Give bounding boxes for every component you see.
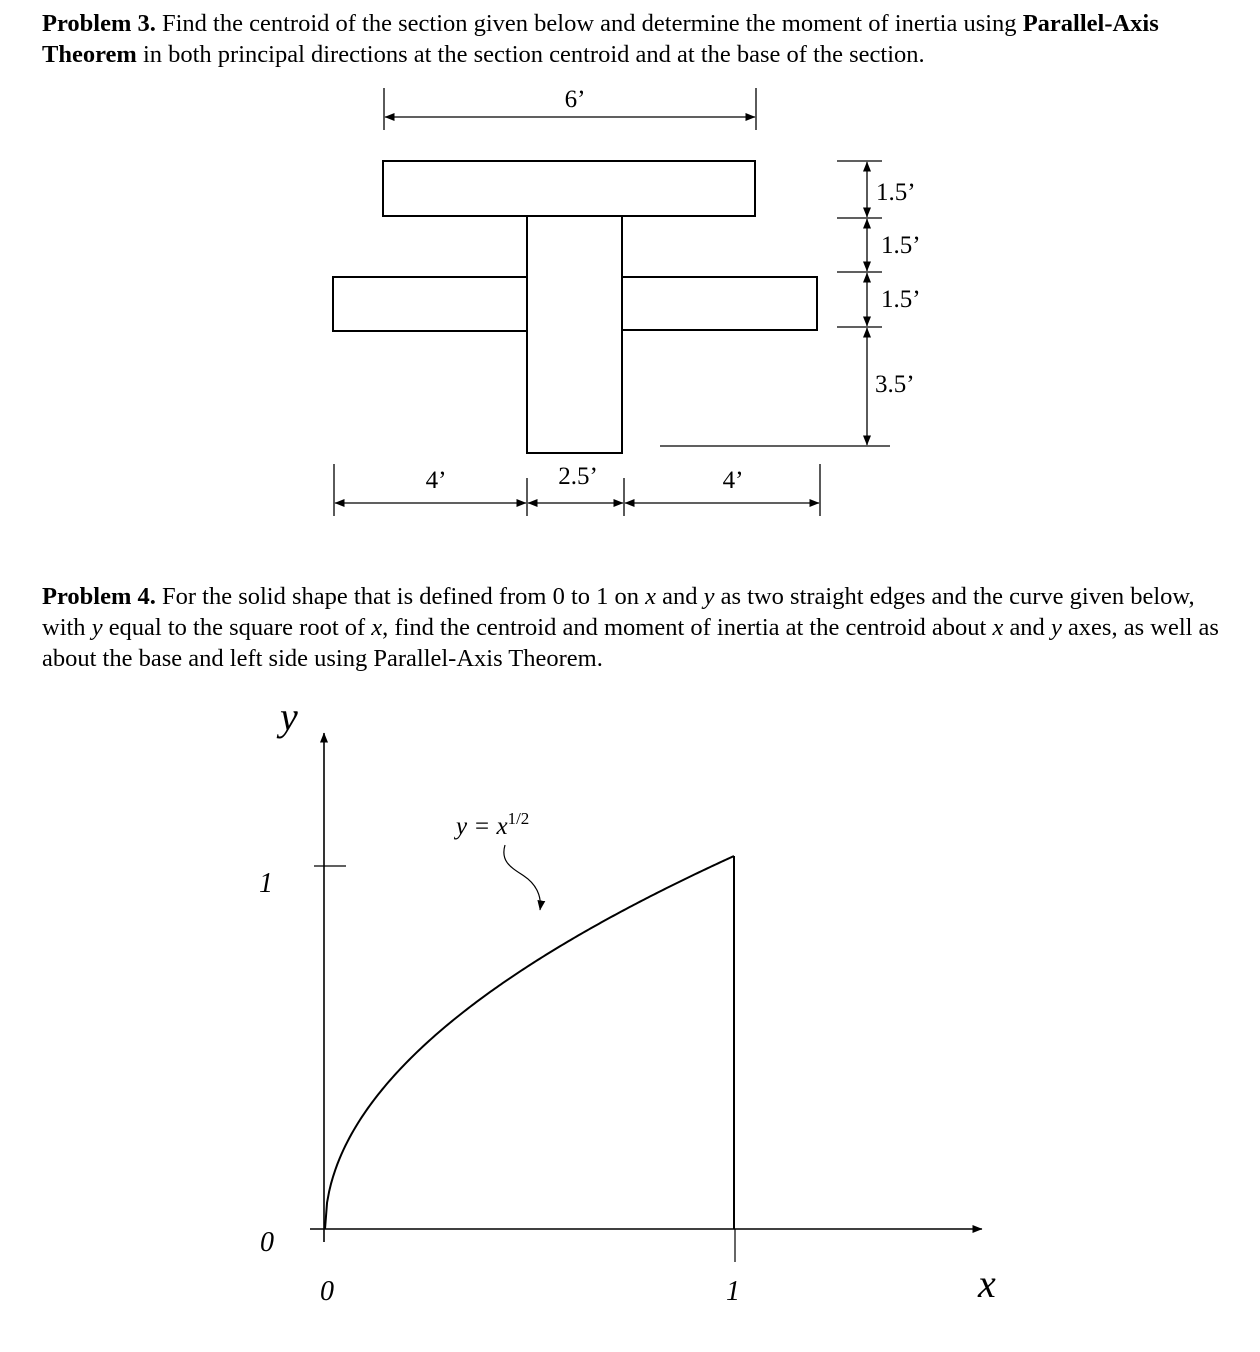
left-flange xyxy=(333,277,527,331)
curve-equation-lhs: y = x xyxy=(456,813,508,840)
graph-figure xyxy=(310,733,982,1262)
problem-4-var-y2: y xyxy=(91,614,103,641)
dim-right-1: 1.5’ xyxy=(876,179,916,206)
problem-4-var-x: x xyxy=(645,583,656,610)
problem-4-text-b: and xyxy=(656,583,704,610)
problem-4-text-c: as two straight edges and the curve given below, with xyxy=(42,583,1195,641)
x-tick-label-0: 0 xyxy=(320,1276,334,1307)
curve-pointer-arrow xyxy=(504,845,541,910)
problem-4-var-y: y xyxy=(703,583,715,610)
x-tick-label-1: 1 xyxy=(726,1276,740,1307)
curve-equation xyxy=(453,809,529,840)
problem-3-text-a: Find the centroid of the section given below and determine the moment of inertia using xyxy=(155,10,1023,37)
x-axis-label: x xyxy=(978,1261,996,1306)
problem-4-text-e: , find the centroid and moment of inertia at the centroid about xyxy=(382,614,993,641)
problem-3-text-b: in both principal directions at the section centroid and at the base of the section. xyxy=(136,41,925,68)
sqrt-curve xyxy=(325,856,734,1229)
problem-3-bold-term: Parallel-Axis Theorem xyxy=(42,10,1159,68)
dimension-right-stack xyxy=(660,161,890,446)
curve-equation-exponent: 1/2 xyxy=(507,809,530,828)
dim-bottom-right: 4’ xyxy=(722,467,744,494)
right-flange xyxy=(622,277,817,330)
web xyxy=(527,216,622,453)
section-figure xyxy=(333,161,817,453)
y-tick-label-1: 1 xyxy=(259,868,273,899)
dim-right-2: 1.5’ xyxy=(881,232,921,259)
problem-4-text-g: axes, as well as about the base and left side using Parallel-Axis Theorem. xyxy=(42,614,1219,672)
dim-bottom-web: 2.5’ xyxy=(558,463,598,490)
y-axis-label: y xyxy=(280,694,298,739)
problem-4-var-x3: x xyxy=(992,614,1004,641)
problem-4-text-d: equal to the square root of xyxy=(102,614,372,641)
problem-3-label: Problem 3. xyxy=(42,10,156,37)
dim-top-width-label: 6’ xyxy=(564,86,586,113)
dim-right-3: 1.5’ xyxy=(881,286,921,313)
y-tick-label-0: 0 xyxy=(260,1227,274,1258)
dim-bottom-left: 4’ xyxy=(425,467,447,494)
problem-4-var-x2: x xyxy=(371,614,383,641)
problem-4-text-a: For the solid shape that is defined from 0 to 1 on xyxy=(155,583,646,610)
dim-right-4: 3.5’ xyxy=(875,371,915,398)
top-flange xyxy=(383,161,755,216)
problem-4-label: Problem 4. xyxy=(42,583,156,610)
problem-4-var-y3: y xyxy=(1050,614,1062,641)
problem-4-text-f: and xyxy=(1003,614,1051,641)
